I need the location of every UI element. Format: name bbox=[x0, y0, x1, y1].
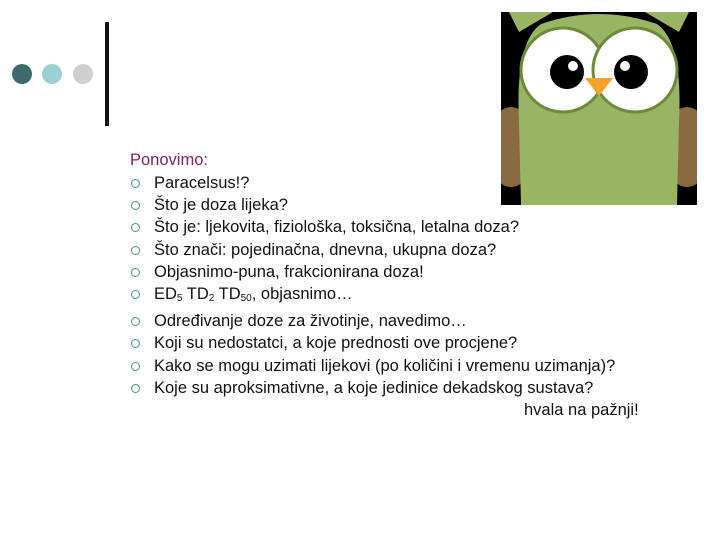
list-item: Koji su nedostatci, a koje prednosti ove procjene? bbox=[130, 333, 710, 353]
circle-bullet-icon bbox=[131, 362, 140, 371]
slide-content bbox=[130, 150, 710, 420]
list-item: Što znači: pojedinačna, dnevna, ukupna doza? bbox=[130, 240, 710, 260]
circle-bullet-icon bbox=[131, 201, 140, 210]
vertical-divider bbox=[105, 22, 109, 126]
decorative-dots bbox=[12, 64, 94, 86]
td-label: TD bbox=[214, 284, 241, 303]
circle-bullet-icon bbox=[131, 246, 140, 255]
list-item: Kako se mogu uzimati lijekovi (po količini i vremenu uzimanja)? bbox=[130, 356, 710, 376]
dot-dark-teal bbox=[12, 64, 32, 84]
list-item: Paracelsus!? bbox=[130, 173, 710, 193]
circle-bullet-icon bbox=[131, 384, 140, 393]
ed-subscript: 5 bbox=[176, 292, 183, 304]
doses-rest: , objasnimo… bbox=[251, 284, 353, 303]
circle-bullet-icon bbox=[131, 317, 140, 326]
td-label: TD bbox=[182, 284, 209, 303]
closing-text: hvala na pažnji! bbox=[524, 400, 639, 419]
circle-bullet-icon bbox=[131, 179, 140, 188]
circle-bullet-icon bbox=[131, 290, 140, 299]
list-item: Objasnimo-puna, frakcionirana doza! bbox=[130, 262, 710, 282]
list-item: Što je doza lijeka? bbox=[130, 195, 710, 215]
review-questions-list bbox=[130, 173, 710, 398]
dot-grey bbox=[73, 64, 93, 84]
td-subscript: 2 bbox=[208, 292, 215, 304]
circle-bullet-icon bbox=[131, 339, 140, 348]
list-item-doses bbox=[130, 284, 710, 309]
ed-label: ED bbox=[154, 284, 177, 303]
circle-bullet-icon bbox=[131, 268, 140, 277]
list-item: Određivanje doze za životinje, navedimo… bbox=[130, 311, 710, 331]
dot-light-teal bbox=[42, 64, 62, 84]
heading: Ponovimo: bbox=[130, 151, 208, 169]
list-item: Koje su aproksimativne, a koje jedinice dekadskog sustava? bbox=[130, 378, 710, 398]
list-item: Što je: ljekovita, fiziološka, toksična, letalna doza? bbox=[130, 217, 710, 237]
td-subscript: 50 bbox=[240, 292, 252, 304]
circle-bullet-icon bbox=[131, 223, 140, 232]
